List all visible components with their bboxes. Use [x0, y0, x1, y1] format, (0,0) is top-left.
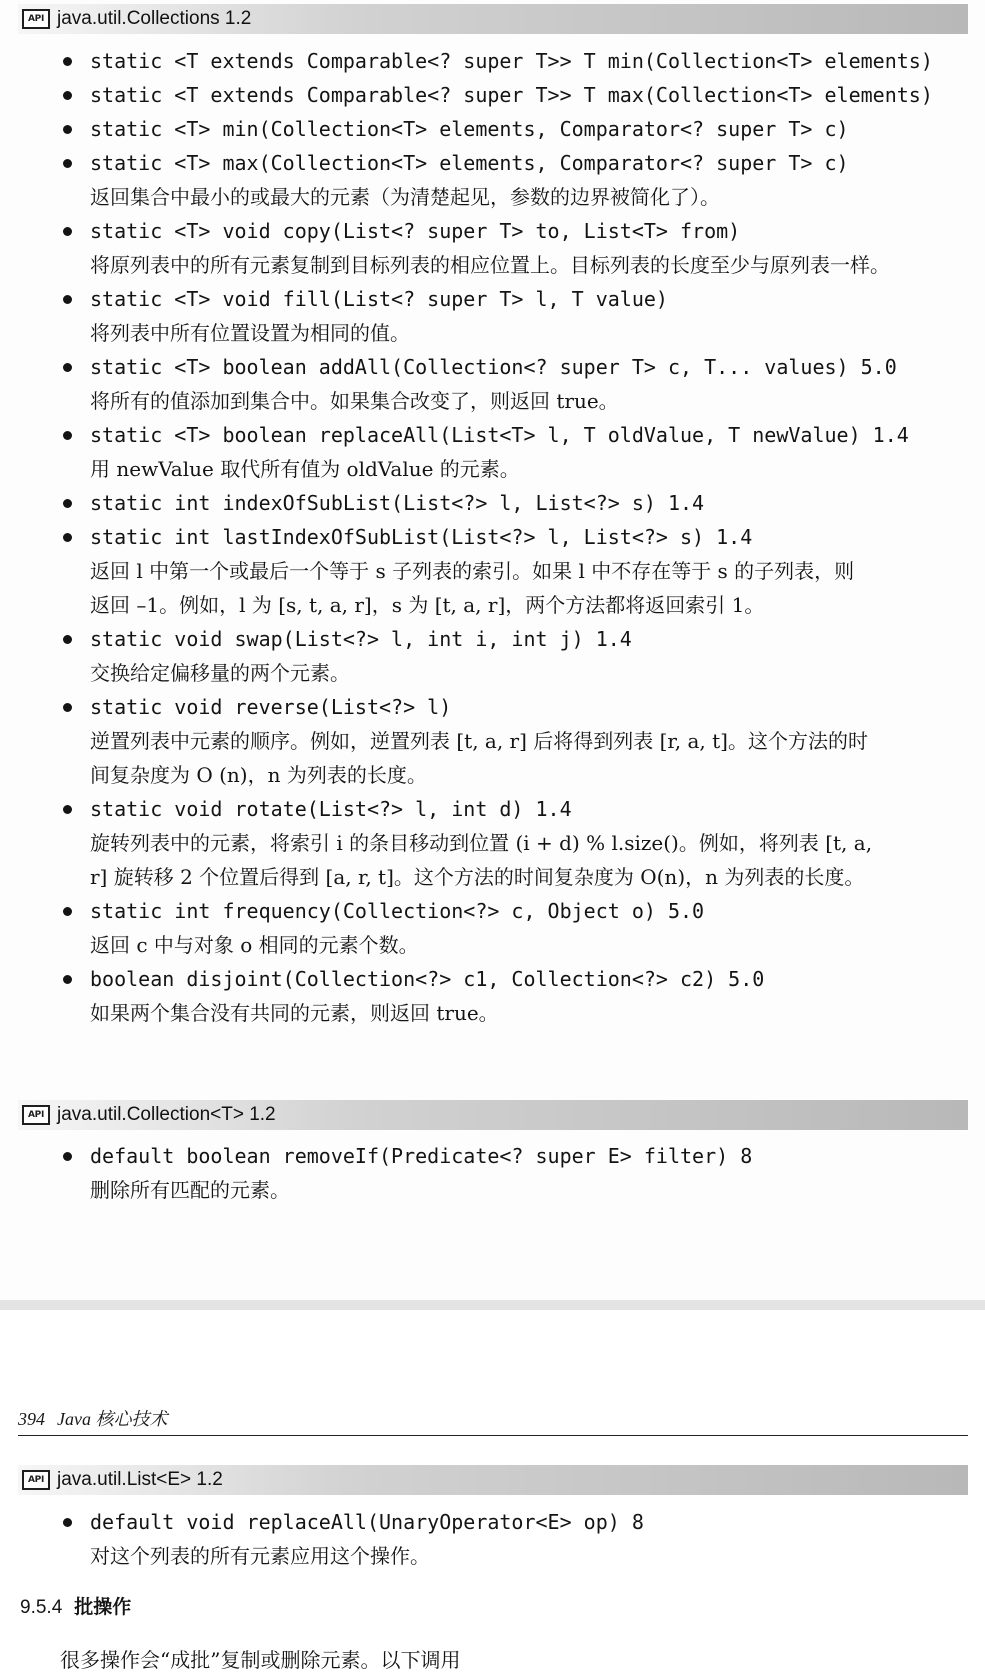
method-description: 将原列表中的所有元素复制到目标列表的相应位置上。目标列表的长度至少与原列表一样。: [90, 253, 890, 277]
method-description: 逆置列表中元素的顺序。例如，逆置列表 [t, a, r] 后将得到列表 [r, a, t]。这个方法的时: [90, 729, 868, 753]
method-signature: [60, 146, 970, 180]
method-signature: [60, 690, 970, 724]
bullet-icon: [63, 975, 72, 984]
method-signature-text: static <T> void fill(List<? super T> l, T value): [90, 287, 668, 311]
method-signature-text: static int frequency(Collection<?> c, Object o) 5.0: [90, 899, 705, 923]
method-signature-text: static <T> min(Collection<T> elements, Comparator<? super T> c): [90, 117, 849, 141]
page-number: 394: [18, 1409, 45, 1429]
api-list-collections: [60, 44, 970, 1030]
bullet-icon: [63, 227, 72, 236]
api-bar-collections: [18, 4, 968, 34]
method-description: 返回 c 中与对象 o 相同的元素个数。: [90, 933, 419, 957]
api-bar-list: [18, 1465, 968, 1495]
method-description: 如果两个集合没有共同的元素，则返回 true。: [90, 1001, 499, 1025]
section-number: 9.5.4: [20, 1597, 63, 1618]
api-title: java.util.Collections 1.2: [57, 8, 252, 29]
method-signature: [60, 350, 970, 384]
method-description: 对这个列表的所有元素应用这个操作。: [90, 1544, 430, 1568]
method-signature-text: static <T> boolean replaceAll(List<T> l, T oldValue, T newValue) 1.4: [90, 423, 909, 447]
bullet-icon: [63, 1518, 72, 1527]
method-description: 将所有的值添加到集合中。如果集合改变了，则返回 true。: [90, 389, 619, 413]
method-signature-text: default void replaceAll(UnaryOperator<E> op) 8: [90, 1510, 644, 1534]
method-signature: [60, 1505, 970, 1539]
page-bottom: [0, 1310, 985, 1680]
method-description: 返回 –1。例如，l 为 [s, t, a, r]，s 为 [t, a, r]，两个方法都将返回索引 1。: [90, 593, 765, 617]
method-signature: [60, 622, 970, 656]
method-signature-text: static void reverse(List<?> l): [90, 695, 452, 719]
method-signature-text: boolean disjoint(Collection<?> c1, Collection<?> c2) 5.0: [90, 967, 765, 991]
book-title: Java 核心技术: [57, 1409, 168, 1429]
method-description: 返回 l 中第一个或最后一个等于 s 子列表的索引。如果 l 中不存在等于 s 的子列表，则: [90, 559, 855, 583]
method-signature-text: static <T> max(Collection<T> elements, Comparator<? super T> c): [90, 151, 849, 175]
method-description: 返回集合中最小的或最大的元素（为清楚起见，参数的边界被简化了）。: [90, 185, 720, 209]
api-icon: API: [22, 1105, 50, 1125]
method-signature: [60, 792, 970, 826]
method-signature: [60, 486, 970, 520]
method-signature: [60, 1139, 970, 1173]
method-signature: [60, 894, 970, 928]
method-signature-text: default boolean removeIf(Predicate<? super E> filter) 8: [90, 1144, 753, 1168]
method-signature-text: static <T extends Comparable<? super T>> T max(Collection<T> elements): [90, 83, 933, 107]
api-list-collection: [60, 1139, 970, 1207]
bullet-icon: [63, 907, 72, 916]
method-signature-text: static void swap(List<?> l, int i, int j) 1.4: [90, 627, 632, 651]
page-divider: [0, 1300, 985, 1310]
method-signature: [60, 418, 970, 452]
method-description: 删除所有匹配的元素。: [90, 1178, 290, 1202]
api-icon: API: [22, 9, 50, 29]
method-signature: [60, 520, 970, 554]
method-description: 将列表中所有位置设置为相同的值。: [90, 321, 410, 345]
bullet-icon: [63, 57, 72, 66]
method-signature-text: static <T> boolean addAll(Collection<? super T> c, T... values) 5.0: [90, 355, 897, 379]
api-title: java.util.List<E> 1.2: [57, 1469, 223, 1490]
bullet-icon: [63, 159, 72, 168]
method-signature: [60, 78, 970, 112]
bullet-icon: [63, 805, 72, 814]
method-description: 间复杂度为 O (n)，n 为列表的长度。: [90, 763, 427, 787]
bullet-icon: [63, 125, 72, 134]
bullet-icon: [63, 533, 72, 542]
api-title: java.util.Collection<T> 1.2: [57, 1104, 276, 1125]
method-signature-text: static int lastIndexOfSubList(List<?> l, List<?> s) 1.4: [90, 525, 753, 549]
method-signature: [60, 214, 970, 248]
method-signature: [60, 112, 970, 146]
bullet-icon: [63, 363, 72, 372]
bullet-icon: [63, 703, 72, 712]
method-description: r] 旋转移 2 个位置后得到 [a, r, t]。这个方法的时间复杂度为 O(n)，n 为列表的长度。: [90, 865, 865, 889]
bullet-icon: [63, 431, 72, 440]
method-description: 用 newValue 取代所有值为 oldValue 的元素。: [90, 457, 520, 481]
method-signature-text: static void rotate(List<?> l, int d) 1.4: [90, 797, 572, 821]
method-signature-text: static int indexOfSubList(List<?> l, List<?> s) 1.4: [90, 491, 705, 515]
bullet-icon: [63, 499, 72, 508]
method-signature: [60, 44, 970, 78]
method-description: 交换给定偏移量的两个元素。: [90, 661, 350, 685]
api-list-list: [60, 1505, 970, 1573]
bullet-icon: [63, 295, 72, 304]
method-description: 旋转列表中的元素，将索引 i 的条目移动到位置 (i + d) % l.size()。例如，将列表 [t, a,: [90, 831, 873, 855]
api-icon: API: [22, 1470, 50, 1490]
section-heading: [20, 1592, 131, 1619]
section-title: 批操作: [74, 1596, 132, 1618]
page-header: [18, 1405, 968, 1436]
method-signature-text: static <T extends Comparable<? super T>> T min(Collection<T> elements): [90, 49, 933, 73]
method-signature-text: static <T> void copy(List<? super T> to, List<T> from): [90, 219, 741, 243]
method-signature: [60, 282, 970, 316]
bullet-icon: [63, 635, 72, 644]
body-text: 很多操作会“成批”复制或删除元素。以下调用: [60, 1648, 461, 1672]
bullet-icon: [63, 1152, 72, 1161]
method-signature: [60, 962, 970, 996]
bullet-icon: [63, 91, 72, 100]
api-bar-collection: [18, 1100, 968, 1130]
